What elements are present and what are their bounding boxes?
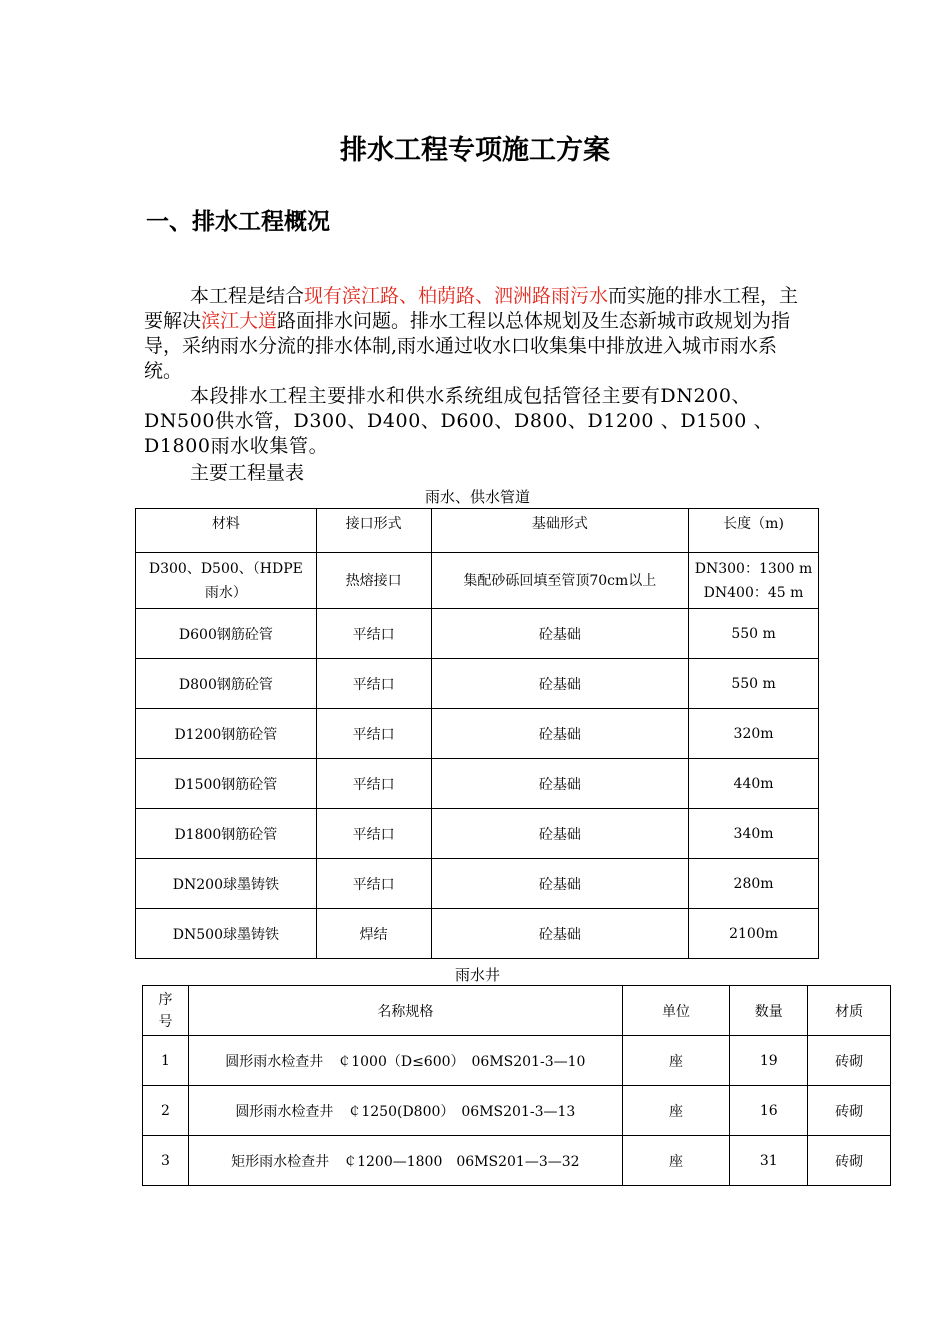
paragraph-text: 本段排水工程主要排水和供水系统组成包括管径主要有DN200、DN500供水管，D300、D400、D600、D800、D1200 、D1500 、D1800雨水收集管。 [144,385,774,457]
pipe-table-caption: 雨水、供水管道 [424,488,530,506]
column-header: 材质 [808,986,891,1036]
quantity-cell: 19 [730,1036,808,1086]
material-cell: 砖砌 [808,1136,891,1186]
table-row [136,809,819,859]
quantity-cell: 16 [730,1086,808,1136]
spec-cell: 圆形雨水检查井 ￠1250(D800） 06MS201-3—13 [188,1086,622,1136]
foundation-cell: 砼基础 [431,859,689,909]
column-header: 材料 [136,509,317,553]
length-cell: 2100m [689,909,819,959]
well-table [142,985,891,1186]
pipe-table [135,508,819,959]
index-cell: 2 [143,1086,189,1136]
joint-cell: 平结口 [316,609,431,659]
material-cell: D1500钢筋砼管 [136,759,317,809]
table-row [136,609,819,659]
spec-cell: 矩形雨水检查井 ￠1200—1800 06MS201—3—32 [188,1136,622,1186]
length-cell: 340m [689,809,819,859]
joint-cell: 热熔接口 [316,553,431,609]
length-cell: DN300：1300 m DN400：45 m [689,553,819,609]
spec-cell: 圆形雨水检查井 ￠1000（D≤600） 06MS201-3—10 [188,1036,622,1086]
joint-cell: 平结口 [316,809,431,859]
index-cell: 1 [143,1036,189,1086]
foundation-cell: 砼基础 [431,659,689,709]
column-header: 接口形式 [316,509,431,553]
document-title: 排水工程专项施工方案 [340,135,610,166]
highlighted-roads: 现有滨江路、柏荫路、泗洲路雨污水 [304,285,609,307]
material-cell: D1200钢筋砼管 [136,709,317,759]
unit-cell: 座 [622,1136,730,1186]
length-cell: 320m [689,709,819,759]
paragraph-overview [144,284,808,384]
table-row [136,553,819,609]
table-row [143,1136,891,1186]
highlighted-road: 滨江大道 [201,310,278,332]
joint-cell: 平结口 [316,709,431,759]
joint-cell: 平结口 [316,859,431,909]
column-header: 基础形式 [431,509,689,553]
unit-cell: 座 [622,1036,730,1086]
index-cell: 3 [143,1136,189,1186]
table-row [143,1086,891,1136]
material-cell: D600钢筋砼管 [136,609,317,659]
length-cell: 440m [689,759,819,809]
paragraph-text: 而实施的排水工程，主要解决 [144,285,799,332]
table-header-row [143,986,891,1036]
table-row [143,1036,891,1086]
paragraph-pipes [144,384,808,459]
foundation-cell: 砼基础 [431,759,689,809]
table-row [136,909,819,959]
material-cell: D1800钢筋砼管 [136,809,317,859]
column-header: 数量 [730,986,808,1036]
section-heading: 一、排水工程概况 [146,209,330,235]
paragraph-text: 路面排水问题。排水工程以总体规划及生态新城市政规划为指导，采纳雨水分流的排水体制,雨水通过收水口收集集中排放进入城市雨水系统。 [144,310,791,382]
joint-cell: 焊结 [316,909,431,959]
table-row [136,659,819,709]
quantity-cell: 31 [730,1136,808,1186]
material-cell: D300、D500、（HDPE 雨水） [136,553,317,609]
material-cell: 砖砌 [808,1086,891,1136]
table-header-row [136,509,819,553]
table-row [136,709,819,759]
joint-cell: 平结口 [316,659,431,709]
table-row [136,759,819,809]
unit-cell: 座 [622,1086,730,1136]
quantity-table-label: 主要工程量表 [190,462,305,484]
column-header: 名称规格 [188,986,622,1036]
foundation-cell: 集配砂砾回填至管顶70cm以上 [431,553,689,609]
joint-cell: 平结口 [316,759,431,809]
length-cell: 550 m [689,609,819,659]
paragraph-text: 本工程是结合 [190,285,305,307]
length-cell: 280m [689,859,819,909]
column-header: 长度（m) [689,509,819,553]
foundation-cell: 砼基础 [431,609,689,659]
well-table-caption: 雨水井 [454,966,500,984]
material-cell: D800钢筋砼管 [136,659,317,709]
material-cell: DN200球墨铸铁 [136,859,317,909]
material-cell: 砖砌 [808,1036,891,1086]
foundation-cell: 砼基础 [431,809,689,859]
foundation-cell: 砼基础 [431,909,689,959]
length-cell: 550 m [689,659,819,709]
material-cell: DN500球墨铸铁 [136,909,317,959]
foundation-cell: 砼基础 [431,709,689,759]
column-header: 单位 [622,986,730,1036]
column-header: 序号 [143,986,189,1036]
table-row [136,859,819,909]
